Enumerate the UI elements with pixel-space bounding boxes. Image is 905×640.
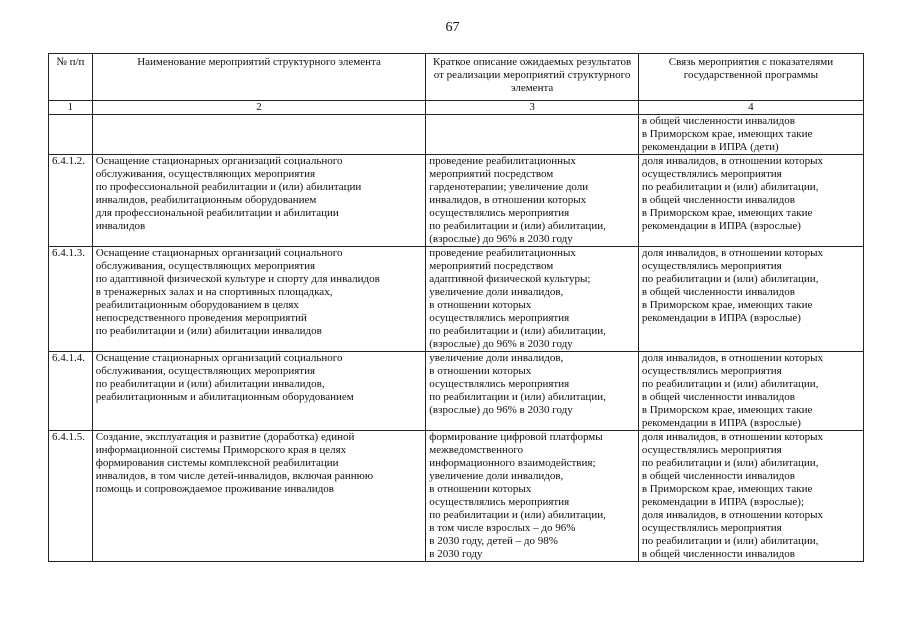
program-indicators-cell	[638, 352, 863, 431]
header-expected-results: Краткое описание ожидаемых результатов от реализации мероприятий структурного элемента	[426, 54, 639, 101]
text-line: инвалидов, реабилитационным оборудованием	[95, 194, 317, 206]
row-number: 6.4.1.4.	[49, 352, 93, 431]
measure-name-cell	[92, 352, 426, 431]
text-line: Оснащение стационарных организаций социального	[95, 155, 343, 167]
text-line: по адаптивной физической культуре и спорту для инвалидов	[95, 273, 380, 285]
text-line: (взрослые) до 96% в 2030 году	[429, 404, 573, 416]
expected-results-cell	[426, 352, 639, 431]
text-line: рекомендации в ИПРА (взрослые);	[641, 496, 805, 508]
text-line: по реабилитации и (или) абилитации,	[641, 181, 819, 193]
text-line: информационного взаимодействия;	[429, 457, 596, 469]
column-number: 3	[426, 101, 639, 115]
text-line: рекомендации в ИПРА (взрослые)	[641, 417, 801, 429]
text-line: мероприятий посредством	[429, 260, 554, 272]
text-line: по реабилитации и (или) абилитации инвалидов	[95, 325, 322, 337]
text-line: (взрослые) до 96% в 2030 году	[429, 338, 573, 350]
text-line: в 2030 году, детей – до 98%	[429, 535, 558, 547]
text-line: осуществлялись мероприятия	[429, 378, 570, 390]
expected-results-cell	[426, 115, 639, 155]
text-line: в Приморском крае, имеющих такие	[641, 207, 813, 219]
table-row	[49, 431, 864, 562]
column-number: 1	[49, 101, 93, 115]
text-line: осуществлялись мероприятия	[641, 522, 782, 534]
text-line: по реабилитации и (или) абилитации,	[641, 378, 819, 390]
text-line: формирования системы комплексной реабилитации	[95, 457, 339, 469]
text-line: доля инвалидов, в отношении которых	[641, 247, 824, 259]
column-number: 2	[92, 101, 426, 115]
program-indicators-cell	[638, 431, 863, 562]
text-line: проведение реабилитационных	[429, 247, 576, 259]
text-line: информационной системы Приморского края в целях	[95, 444, 347, 456]
text-line: осуществлялись мероприятия	[641, 365, 782, 377]
text-line: в Приморском крае, имеющих такие	[641, 483, 813, 495]
text-line: увеличение доли инвалидов,	[429, 286, 564, 298]
row-number: 6.4.1.5.	[49, 431, 93, 562]
text-line: в отношении которых	[429, 483, 532, 495]
text-line: по реабилитации и (или) абилитации,	[429, 509, 606, 521]
expected-results-cell	[426, 431, 639, 562]
text-line: формирование цифровой платформы	[429, 431, 603, 443]
text-line: по реабилитации и (или) абилитации,	[429, 220, 606, 232]
text-line: в Приморском крае, имеющих такие	[641, 299, 813, 311]
text-line: по реабилитации и (или) абилитации,	[429, 325, 606, 337]
text-line: в тренажерных залах и на спортивных площадках,	[95, 286, 333, 298]
text-line: в 2030 году	[429, 548, 483, 560]
page-number: 67	[445, 20, 460, 35]
text-line: в общей численности инвалидов	[641, 115, 795, 127]
text-line: обслуживания, осуществляющих мероприятия	[95, 260, 316, 272]
text-line: обслуживания, осуществляющих мероприятия	[95, 168, 316, 180]
text-line: в отношении которых	[429, 365, 532, 377]
measure-name-cell	[92, 247, 426, 352]
text-line: доля инвалидов, в отношении которых	[641, 509, 824, 521]
text-line: рекомендации в ИПРА (взрослые)	[641, 312, 801, 324]
row-number: 6.4.1.2.	[49, 155, 93, 247]
text-line: межведомственного	[429, 444, 524, 456]
row-number: 6.4.1.3.	[49, 247, 93, 352]
text-line: доля инвалидов, в отношении которых	[641, 155, 824, 167]
expected-results-cell	[426, 247, 639, 352]
text-line: в Приморском крае, имеющих такие	[641, 404, 813, 416]
text-line: осуществлялись мероприятия	[641, 168, 782, 180]
text-line: мероприятий посредством	[429, 168, 554, 180]
measure-name-cell	[92, 115, 426, 155]
text-line: осуществлялись мероприятия	[429, 496, 570, 508]
measures-table	[48, 53, 864, 562]
measure-name-cell	[92, 431, 426, 562]
header-program-indicators: Связь мероприятия с показателями государственной программы	[638, 54, 863, 101]
text-line: по реабилитации и (или) абилитации,	[641, 535, 819, 547]
text-line: непосредственного проведения мероприятий	[95, 312, 307, 324]
header-measure-name: Наименование мероприятий структурного элемента	[92, 54, 426, 101]
text-line: по реабилитации и (или) абилитации,	[641, 273, 819, 285]
text-line: осуществлялись мероприятия	[641, 444, 782, 456]
column-number: 4	[638, 101, 863, 115]
text-line: по реабилитации и (или) абилитации инвалидов,	[95, 378, 325, 390]
text-line: (взрослые) до 96% в 2030 году	[429, 233, 573, 245]
text-line: для профессиональной реабилитации и абилитации	[95, 207, 339, 219]
text-line: рекомендации в ИПРА (взрослые)	[641, 220, 801, 232]
text-line: осуществлялись мероприятия	[641, 260, 782, 272]
text-line: Создание, эксплуатация и развитие (доработка) единой	[95, 431, 355, 443]
text-line: в общей численности инвалидов	[641, 548, 795, 560]
text-line: увеличение доли инвалидов,	[429, 470, 564, 482]
text-line: в общей численности инвалидов	[641, 391, 795, 403]
text-line: реабилитационным оборудованием в целях	[95, 299, 299, 311]
row-number	[49, 115, 93, 155]
text-line: реабилитационным и абилитационным оборудованием	[95, 391, 354, 403]
table-row	[49, 115, 864, 155]
text-line: доля инвалидов, в отношении которых	[641, 431, 824, 443]
program-indicators-cell	[638, 247, 863, 352]
program-indicators-cell	[638, 115, 863, 155]
text-line: в общей численности инвалидов	[641, 470, 795, 482]
text-line: в отношении которых	[429, 299, 532, 311]
text-line: в общей численности инвалидов	[641, 286, 795, 298]
measure-name-cell	[92, 155, 426, 247]
text-line: инвалидов, в отношении которых	[429, 194, 587, 206]
text-line: обслуживания, осуществляющих мероприятия	[95, 365, 316, 377]
text-line: Оснащение стационарных организаций социального	[95, 247, 343, 259]
text-line: в Приморском крае, имеющих такие	[641, 128, 813, 140]
text-line: по реабилитации и (или) абилитации,	[429, 391, 606, 403]
text-line: инвалидов, в том числе детей-инвалидов, включая раннюю	[95, 470, 374, 482]
text-line: доля инвалидов, в отношении которых	[641, 352, 824, 364]
column-number-row	[49, 101, 864, 115]
text-line: гарденотерапии; увеличение доли	[429, 181, 589, 193]
text-line: рекомендации в ИПРА (дети)	[641, 141, 779, 153]
text-line: Оснащение стационарных организаций социального	[95, 352, 343, 364]
table-header-row	[49, 54, 864, 101]
text-line: помощь и сопровождаемое проживание инвалидов	[95, 483, 334, 495]
text-line: по реабилитации и (или) абилитации,	[641, 457, 819, 469]
program-indicators-cell	[638, 155, 863, 247]
text-line: в общей численности инвалидов	[641, 194, 795, 206]
text-line: адаптивной физической культуры;	[429, 273, 591, 285]
expected-results-cell	[426, 155, 639, 247]
text-line: инвалидов	[95, 220, 146, 232]
table-row	[49, 352, 864, 431]
text-line: проведение реабилитационных	[429, 155, 576, 167]
table-row	[49, 155, 864, 247]
text-line: осуществлялись мероприятия	[429, 207, 570, 219]
text-line: по профессиональной реабилитации и (или) абилитации	[95, 181, 362, 193]
text-line: в том числе взрослых – до 96%	[429, 522, 576, 534]
text-line: увеличение доли инвалидов,	[429, 352, 564, 364]
header-number: № п/п	[49, 54, 93, 101]
table-row	[49, 247, 864, 352]
text-line: осуществлялись мероприятия	[429, 312, 570, 324]
